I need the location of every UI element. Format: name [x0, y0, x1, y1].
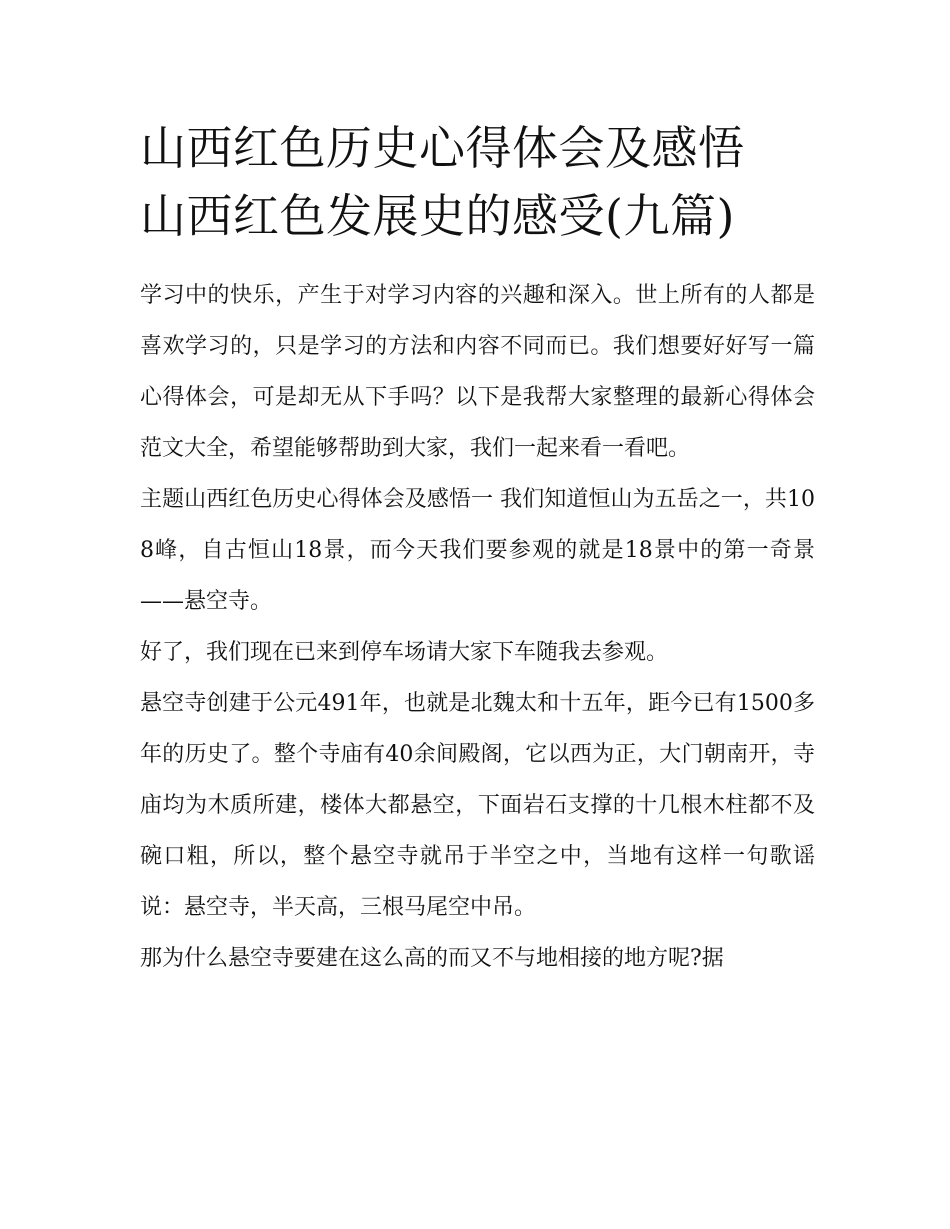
title-line-2: 山西红色发展史的感受(九篇) — [140, 189, 735, 243]
document-body — [140, 114, 815, 984]
title-line-1: 山西红色历史心得体会及感悟 — [140, 121, 745, 175]
paragraph-question: 那为什么悬空寺要建在这么高的而又不与地相接的地方呢?据 — [140, 946, 724, 971]
paragraph-intro: 学习中的快乐，产生于对学习内容的兴趣和深入。世上所有的人都是喜欢学习的，只是学习的方法和内容不同而已。我们想要好好写一篇心得体会，可是却无从下手吗？以下是我帮大家整理的最新心得体会范文大全，希望能够帮助到大家，我们一起来看一看吧。 — [140, 283, 815, 461]
paragraph-history: 悬空寺创建于公元491年，也就是北魏太和十五年，距今已有1500多年的历史了。整个寺庙有40余间殿阁，它以西为正，大门朝南开，寺庙均为木质所建，楼体大都悬空，下面岩石支撑的十几根木柱都不及碗口粗，所以，整个悬空寺就吊于半空之中，当地有这样一句歌谣说：悬空寺，半天高，三根马尾空中吊。 — [140, 691, 815, 920]
paragraph-topic-one: 主题山西红色历史心得体会及感悟一 我们知道恒山为五岳之一，共108峰，自古恒山18景，而今天我们要参观的就是18景中的第一奇景——悬空寺。 — [140, 487, 815, 614]
paragraph-parking: 好了，我们现在已来到停车场请大家下车随我去参观。 — [140, 640, 669, 665]
document-title — [140, 114, 815, 250]
